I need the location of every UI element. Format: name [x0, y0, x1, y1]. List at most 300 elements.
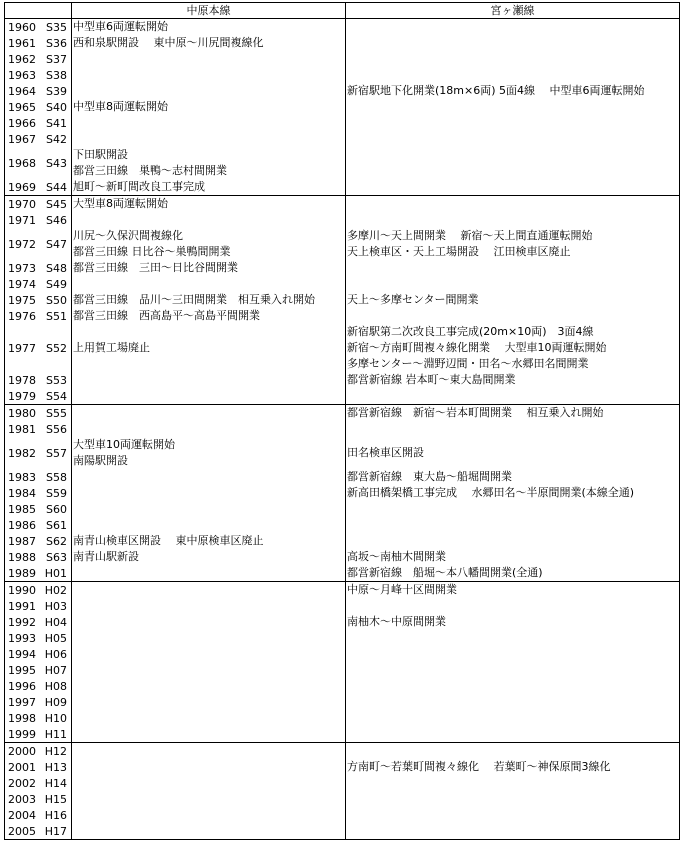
era-year: S53	[46, 373, 67, 387]
era-year: S36	[46, 36, 67, 50]
year-cell	[5, 35, 72, 51]
miyagase-event-cell	[346, 276, 680, 292]
table-row	[5, 759, 680, 775]
table-row	[5, 51, 680, 67]
western-year: 1967	[8, 132, 36, 146]
western-year: 1976	[8, 309, 36, 323]
western-year: 2003	[8, 792, 36, 806]
miyagase-event-cell	[346, 485, 680, 501]
western-year: 1992	[8, 615, 36, 629]
table-row	[5, 324, 680, 372]
era-year: S40	[46, 100, 67, 114]
western-year: 1995	[8, 663, 36, 677]
nakahara-event-cell	[72, 743, 346, 760]
table-row	[5, 517, 680, 533]
western-year: 1987	[8, 534, 36, 548]
western-year: 1997	[8, 695, 36, 709]
nakahara-event-cell	[72, 759, 346, 775]
miyagase-event-cell	[346, 694, 680, 710]
western-year: 1981	[8, 422, 36, 436]
miyagase-event-cell	[346, 115, 680, 131]
year-cell	[5, 517, 72, 533]
table-row	[5, 678, 680, 694]
western-year: 1989	[8, 566, 36, 580]
miyagase-event-cell	[346, 823, 680, 840]
nakahara-event-cell	[72, 421, 346, 437]
nakahara-event-cell	[72, 437, 346, 469]
event-text: 大型車8両運転開始	[73, 197, 168, 210]
era-year: H12	[44, 744, 67, 758]
miyagase-event-cell	[346, 533, 680, 549]
western-year: 1970	[8, 197, 36, 211]
era-year: H10	[44, 711, 67, 725]
western-year: 1984	[8, 486, 36, 500]
era-year: H15	[44, 792, 67, 806]
western-year: 1971	[8, 213, 36, 227]
year-cell	[5, 775, 72, 791]
event-text: 高坂～南柚木間開業	[347, 550, 446, 563]
nakahara-event-cell	[72, 67, 346, 83]
event-text: 南青山駅新設	[73, 550, 139, 563]
era-year: S38	[46, 68, 67, 82]
western-year: 1963	[8, 68, 36, 82]
nakahara-event-cell	[72, 807, 346, 823]
year-cell	[5, 147, 72, 179]
western-year: 1962	[8, 52, 36, 66]
year-cell	[5, 324, 72, 372]
era-year: S46	[46, 213, 67, 227]
western-year: 1983	[8, 470, 36, 484]
western-year: 1999	[8, 727, 36, 741]
event-text: 都営新宿線 東大島～船堀間開業	[347, 470, 512, 483]
table-row	[5, 179, 680, 196]
western-year: 1961	[8, 36, 36, 50]
western-year: 1986	[8, 518, 36, 532]
table-row	[5, 292, 680, 308]
era-year: H17	[44, 824, 67, 838]
nakahara-event-cell	[72, 324, 346, 372]
western-year: 1979	[8, 389, 36, 403]
year-cell	[5, 388, 72, 405]
nakahara-event-cell	[72, 662, 346, 678]
year-cell	[5, 582, 72, 599]
miyagase-event-cell	[346, 179, 680, 196]
miyagase-event-cell	[346, 19, 680, 36]
year-cell	[5, 678, 72, 694]
era-year: S49	[46, 277, 67, 291]
western-year: 1964	[8, 84, 36, 98]
table-row	[5, 646, 680, 662]
event-text: 都営新宿線 新宿～岩本町間開業 相互乗入れ開始	[347, 406, 604, 419]
miyagase-event-cell	[346, 791, 680, 807]
miyagase-event-cell	[346, 759, 680, 775]
table-row	[5, 115, 680, 131]
nakahara-event-cell	[72, 614, 346, 630]
table-row	[5, 405, 680, 422]
nakahara-event-cell	[72, 823, 346, 840]
miyagase-event-cell	[346, 308, 680, 324]
era-year: H09	[44, 695, 67, 709]
era-year: S51	[46, 309, 67, 323]
nakahara-event-cell	[72, 260, 346, 276]
miyagase-event-cell	[346, 678, 680, 694]
table-row	[5, 228, 680, 260]
year-cell	[5, 51, 72, 67]
year-cell	[5, 743, 72, 760]
miyagase-event-cell	[346, 324, 680, 372]
western-year: 2000	[8, 744, 36, 758]
nakahara-event-cell	[72, 549, 346, 565]
nakahara-event-cell	[72, 388, 346, 405]
era-year: S54	[46, 389, 67, 403]
western-year: 1972	[8, 237, 36, 251]
year-cell	[5, 405, 72, 422]
era-year: S58	[46, 470, 67, 484]
event-text: 大型車10両運転開始	[73, 438, 175, 451]
year-cell	[5, 115, 72, 131]
year-cell	[5, 421, 72, 437]
era-year: S45	[46, 197, 67, 211]
miyagase-line-header: 宮ヶ瀬線	[346, 3, 680, 19]
western-year: 1980	[8, 406, 36, 420]
event-text: 旭町～新町間改良工事完成	[73, 180, 205, 193]
history-table-wrapper	[4, 2, 680, 840]
year-cell	[5, 823, 72, 840]
event-text: 田名検車区開設	[347, 446, 424, 459]
nakahara-event-cell	[72, 276, 346, 292]
table-row	[5, 775, 680, 791]
year-cell	[5, 694, 72, 710]
table-row	[5, 421, 680, 437]
era-year: H02	[44, 583, 67, 597]
header-row	[5, 3, 680, 19]
western-year: 1982	[8, 446, 36, 460]
western-year: 1990	[8, 583, 36, 597]
nakahara-event-cell	[72, 228, 346, 260]
miyagase-event-cell	[346, 388, 680, 405]
nakahara-event-cell	[72, 565, 346, 582]
table-row	[5, 501, 680, 517]
era-year: S56	[46, 422, 67, 436]
table-row	[5, 791, 680, 807]
event-text: 多摩センター～淵野辺間・田名～水郷田名間開業	[347, 357, 589, 370]
miyagase-event-cell	[346, 598, 680, 614]
table-row	[5, 372, 680, 388]
miyagase-event-cell	[346, 67, 680, 83]
year-cell	[5, 549, 72, 565]
miyagase-event-cell	[346, 131, 680, 147]
table-row	[5, 35, 680, 51]
table-row	[5, 598, 680, 614]
table-row	[5, 19, 680, 36]
western-year: 1991	[8, 599, 36, 613]
miyagase-event-cell	[346, 614, 680, 630]
table-row	[5, 630, 680, 646]
year-cell	[5, 807, 72, 823]
western-year: 1998	[8, 711, 36, 725]
miyagase-event-cell	[346, 726, 680, 743]
year-cell	[5, 131, 72, 147]
year-cell	[5, 372, 72, 388]
table-row	[5, 83, 680, 99]
table-row	[5, 276, 680, 292]
table-row	[5, 614, 680, 630]
year-cell	[5, 759, 72, 775]
era-year: H06	[44, 647, 67, 661]
table-row	[5, 823, 680, 840]
miyagase-event-cell	[346, 35, 680, 51]
miyagase-event-cell	[346, 421, 680, 437]
event-text: 天上検車区・天上工場開設 江田検車区廃止	[347, 245, 571, 258]
year-cell	[5, 485, 72, 501]
event-text: 中原～月峰十区間開業	[347, 583, 457, 596]
western-year: 1973	[8, 261, 36, 275]
year-cell	[5, 469, 72, 485]
table-row	[5, 388, 680, 405]
event-text: 都営新宿線 船堀～本八幡間開業(全通)	[347, 566, 543, 579]
year-cell	[5, 99, 72, 115]
event-text: 上用賀工場廃止	[73, 341, 150, 354]
event-text: 新高田橋架橋工事完成 水郷田名～半原間開業(本線全通)	[347, 486, 635, 499]
event-text: 方南町～若葉町間複々線化 若葉町～神保原間3線化	[347, 760, 611, 773]
western-year: 1996	[8, 679, 36, 693]
nakahara-event-cell	[72, 115, 346, 131]
year-cell	[5, 196, 72, 213]
nakahara-event-cell	[72, 179, 346, 196]
era-year: H14	[44, 776, 67, 790]
miyagase-event-cell	[346, 710, 680, 726]
miyagase-event-cell	[346, 212, 680, 228]
nakahara-event-cell	[72, 678, 346, 694]
event-text: 下田駅開設	[73, 148, 128, 161]
year-cell	[5, 83, 72, 99]
table-row	[5, 212, 680, 228]
event-text: 都営三田線 巣鴨～志村間開業	[73, 164, 227, 177]
event-text: 多摩川～天上間開業 新宿～天上間直通運転開始	[347, 229, 593, 242]
miyagase-event-cell	[346, 147, 680, 179]
table-row	[5, 726, 680, 743]
nakahara-event-cell	[72, 99, 346, 115]
miyagase-event-cell	[346, 196, 680, 213]
nakahara-event-cell	[72, 372, 346, 388]
event-text: 都営新宿線 岩本町～東大島間開業	[347, 373, 516, 386]
nakahara-event-cell	[72, 131, 346, 147]
miyagase-event-cell	[346, 405, 680, 422]
table-row	[5, 67, 680, 83]
table-row	[5, 710, 680, 726]
era-year: S35	[46, 20, 67, 34]
year-header	[5, 3, 72, 19]
era-year: S42	[46, 132, 67, 146]
nakahara-event-cell	[72, 726, 346, 743]
era-year: S59	[46, 486, 67, 500]
event-text: 南青山検車区開設 東中原検車区廃止	[73, 534, 264, 547]
nakahara-event-cell	[72, 582, 346, 599]
western-year: 1975	[8, 293, 36, 307]
miyagase-event-cell	[346, 469, 680, 485]
table-row	[5, 565, 680, 582]
year-cell	[5, 212, 72, 228]
miyagase-event-cell	[346, 372, 680, 388]
event-text: 新宿駅第二次改良工事完成(20m×10両) 3面4線	[347, 325, 594, 338]
nakahara-event-cell	[72, 469, 346, 485]
miyagase-event-cell	[346, 99, 680, 115]
event-text: 中型車6両運転開始	[73, 20, 168, 33]
nakahara-event-cell	[72, 51, 346, 67]
nakahara-line-header: 中原本線	[72, 3, 346, 19]
era-year: S50	[46, 293, 67, 307]
miyagase-event-cell	[346, 517, 680, 533]
era-year: S60	[46, 502, 67, 516]
western-year: 1977	[8, 341, 36, 355]
table-row	[5, 196, 680, 213]
miyagase-event-cell	[346, 630, 680, 646]
event-text: 新宿駅地下化開業(18m×6両) 5面4線 中型車6両運転開始	[347, 84, 645, 97]
western-year: 1994	[8, 647, 36, 661]
event-text: 都営三田線 西高島平～高島平間開業	[73, 309, 260, 322]
year-cell	[5, 67, 72, 83]
miyagase-event-cell	[346, 83, 680, 99]
era-year: S43	[46, 156, 67, 170]
western-year: 2005	[8, 824, 36, 838]
era-year: H16	[44, 808, 67, 822]
table-row	[5, 694, 680, 710]
history-table	[4, 2, 680, 840]
year-cell	[5, 292, 72, 308]
year-cell	[5, 726, 72, 743]
table-row	[5, 807, 680, 823]
western-year: 1968	[8, 156, 36, 170]
miyagase-event-cell	[346, 549, 680, 565]
nakahara-event-cell	[72, 630, 346, 646]
era-year: S48	[46, 261, 67, 275]
era-year: H05	[44, 631, 67, 645]
table-row	[5, 485, 680, 501]
nakahara-event-cell	[72, 212, 346, 228]
event-text: 川尻～久保沢間複線化	[73, 229, 183, 242]
western-year: 1974	[8, 277, 36, 291]
table-row	[5, 662, 680, 678]
nakahara-event-cell	[72, 308, 346, 324]
nakahara-event-cell	[72, 405, 346, 422]
event-text: 都営三田線 日比谷～巣鴨間開業	[73, 245, 231, 258]
western-year: 1978	[8, 373, 36, 387]
year-cell	[5, 565, 72, 582]
era-year: S63	[46, 550, 67, 564]
era-year: S61	[46, 518, 67, 532]
era-year: H13	[44, 760, 67, 774]
nakahara-event-cell	[72, 19, 346, 36]
table-row	[5, 743, 680, 760]
nakahara-event-cell	[72, 292, 346, 308]
era-year: S44	[46, 180, 67, 194]
era-year: S55	[46, 406, 67, 420]
event-text: 西和泉駅開設 東中原～川尻間複線化	[73, 36, 264, 49]
year-cell	[5, 533, 72, 549]
event-text: 南陽駅開設	[73, 454, 128, 467]
nakahara-event-cell	[72, 517, 346, 533]
era-year: S37	[46, 52, 67, 66]
table-row	[5, 533, 680, 549]
miyagase-event-cell	[346, 646, 680, 662]
era-year: H03	[44, 599, 67, 613]
nakahara-event-cell	[72, 501, 346, 517]
era-year: H07	[44, 663, 67, 677]
year-cell	[5, 646, 72, 662]
western-year: 1965	[8, 100, 36, 114]
year-cell	[5, 662, 72, 678]
western-year: 1960	[8, 20, 36, 34]
year-cell	[5, 710, 72, 726]
western-year: 1966	[8, 116, 36, 130]
western-year: 2001	[8, 760, 36, 774]
year-cell	[5, 501, 72, 517]
table-row	[5, 549, 680, 565]
western-year: 1969	[8, 180, 36, 194]
year-cell	[5, 791, 72, 807]
miyagase-event-cell	[346, 501, 680, 517]
table-row	[5, 469, 680, 485]
year-cell	[5, 179, 72, 196]
nakahara-event-cell	[72, 694, 346, 710]
miyagase-event-cell	[346, 51, 680, 67]
miyagase-event-cell	[346, 807, 680, 823]
event-text: 都営三田線 品川～三田間開業 相互乗入れ開始	[73, 293, 315, 306]
era-year: S47	[46, 237, 67, 251]
nakahara-event-cell	[72, 791, 346, 807]
year-cell	[5, 260, 72, 276]
event-text: 都営三田線 三田～日比谷間開業	[73, 261, 238, 274]
table-row	[5, 260, 680, 276]
era-year: S62	[46, 534, 67, 548]
era-year: S57	[46, 446, 67, 460]
year-cell	[5, 308, 72, 324]
western-year: 1993	[8, 631, 36, 645]
table-row	[5, 437, 680, 469]
table-row	[5, 308, 680, 324]
nakahara-event-cell	[72, 533, 346, 549]
era-year: H01	[44, 566, 67, 580]
year-cell	[5, 276, 72, 292]
event-text: 南柚木～中原間開業	[347, 615, 446, 628]
miyagase-event-cell	[346, 582, 680, 599]
nakahara-event-cell	[72, 83, 346, 99]
nakahara-event-cell	[72, 598, 346, 614]
nakahara-event-cell	[72, 485, 346, 501]
year-cell	[5, 228, 72, 260]
year-cell	[5, 598, 72, 614]
western-year: 2002	[8, 776, 36, 790]
table-row	[5, 99, 680, 115]
nakahara-event-cell	[72, 147, 346, 179]
miyagase-event-cell	[346, 662, 680, 678]
year-cell	[5, 614, 72, 630]
era-year: S41	[46, 116, 67, 130]
table-row	[5, 582, 680, 599]
nakahara-event-cell	[72, 35, 346, 51]
year-cell	[5, 630, 72, 646]
nakahara-event-cell	[72, 710, 346, 726]
miyagase-event-cell	[346, 565, 680, 582]
event-text: 天上～多摩センター間開業	[347, 293, 479, 306]
nakahara-event-cell	[72, 775, 346, 791]
miyagase-event-cell	[346, 228, 680, 260]
event-text: 新宿～方南町間複々線化開業 大型車10両運転開始	[347, 341, 607, 354]
miyagase-event-cell	[346, 437, 680, 469]
era-year: S39	[46, 84, 67, 98]
miyagase-event-cell	[346, 775, 680, 791]
miyagase-event-cell	[346, 743, 680, 760]
